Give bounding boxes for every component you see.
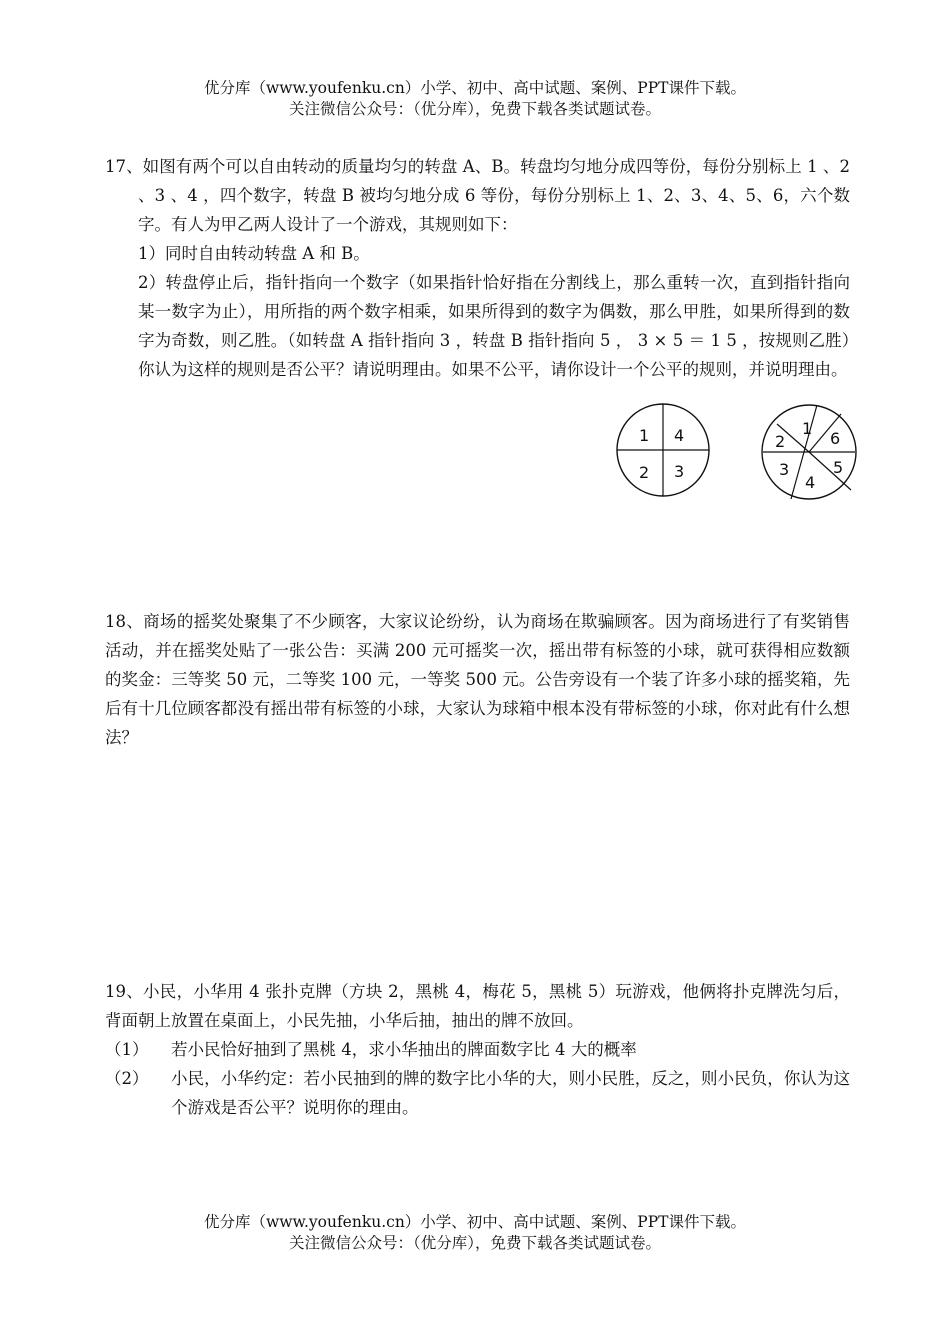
page-header [0, 78, 950, 120]
spinner-b-label-5: 5 [833, 458, 844, 477]
q17-intro: 17、如图有两个可以自由转动的质量均匀的转盘 A、B。转盘均匀地分成四等份，每份分别标上 1 、2 、3 、4 ，四个数字，转盘 B 被均匀地分成 6 等份，每份分别标上 1、2、3、4、5、6，六个数字。有人为甲乙两人设计了一个游戏，其规则如下： [105, 157, 850, 234]
q17-rule-2: 2）转盘停止后，指针指向一个数字（如果指针恰好指在分割线上，那么重转一次，直到指针指向某一数字为止），用所指的两个数字相乘，如果所得到的数字为偶数，那么甲胜，如果所得到的数字为奇数，则乙胜。（如转盘 A 指针指向 3 ，转盘 B 指针指向 5 ， 3 × 5 ＝ 1 5 ，按规则乙胜）你认为这样的规则是否公平？请说明理由。如果不公平，请你设计一个公平的规则，并说明理由。 [138, 273, 850, 379]
q19-intro: 19、小民，小华用 4 张扑克牌（方块 2，黑桃 4，梅花 5，黑桃 5）玩游戏，他俩将扑克牌洗匀后，背面朝上放置在桌面上，小民先抽，小华后抽，抽出的牌不放回。 [105, 982, 850, 1030]
spinner-b-label-2: 2 [775, 432, 786, 451]
q19-item-2-number: （2） [105, 1069, 149, 1088]
q19-item-2 [105, 1064, 850, 1122]
header-line-2: 关注微信公众号：（优分库），免费下载各类试题试卷。 [288, 100, 661, 118]
page-footer [0, 1212, 950, 1254]
spinner-b [758, 402, 860, 506]
q19-item-2-text: 小民，小华约定：若小民抽到的牌的数字比小华的大，则小民胜，反之，则小民负，你认为这个游戏是否公平？说明你的理由。 [171, 1069, 850, 1117]
header-line-1: 优分库（www.youfenku.cn）小学、初中、高中试题、案例、PPT课件下载。 [203, 79, 747, 97]
footer-line-1: 优分库（www.youfenku.cn）小学、初中、高中试题、案例、PPT课件下载。 [203, 1213, 747, 1231]
footer-line-2: 关注微信公众号：（优分库），免费下载各类试题试卷。 [288, 1234, 661, 1252]
q19-item-1 [105, 1035, 850, 1064]
spinner-b-label-3: 3 [779, 460, 790, 479]
spinner-a-label-4: 4 [674, 426, 685, 445]
q17-rule-1: 1）同时自由转动转盘 A 和 B。 [138, 244, 370, 263]
q18-text: 18、商场的摇奖处聚集了不少顾客，大家议论纷纷，认为商场在欺骗顾客。因为商场进行了有奖销售活动，并在摇奖处贴了一张公告：买满 200 元可摇奖一次，摇出带有标签的小球，就可获得相应数额的奖金：三等奖 50 元，二等奖 100 元，一等奖 500 元。公告旁设有一个装了许多小球的摇奖箱，先后有十几位顾客都没有摇出带有标签的小球，大家认为球箱中根本没有带标签的小球，你对此有什么想法？ [105, 612, 850, 747]
question-19 [105, 977, 850, 1122]
question-17 [105, 152, 850, 384]
spinner-a-label-3: 3 [674, 462, 685, 481]
spinner-b-label-4: 4 [805, 473, 816, 492]
question-18 [105, 607, 850, 752]
spinner-b-label-1: 1 [802, 419, 813, 438]
spinner-a [612, 402, 714, 502]
q19-item-1-number: （1） [105, 1040, 149, 1059]
spinner-b-label-6: 6 [830, 429, 841, 448]
spinner-a-label-2: 2 [639, 463, 650, 482]
spinner-a-label-1: 1 [639, 426, 650, 445]
q19-item-1-text: 若小民恰好抽到了黑桃 4，求小华抽出的牌面数字比 4 大的概率 [171, 1040, 637, 1059]
